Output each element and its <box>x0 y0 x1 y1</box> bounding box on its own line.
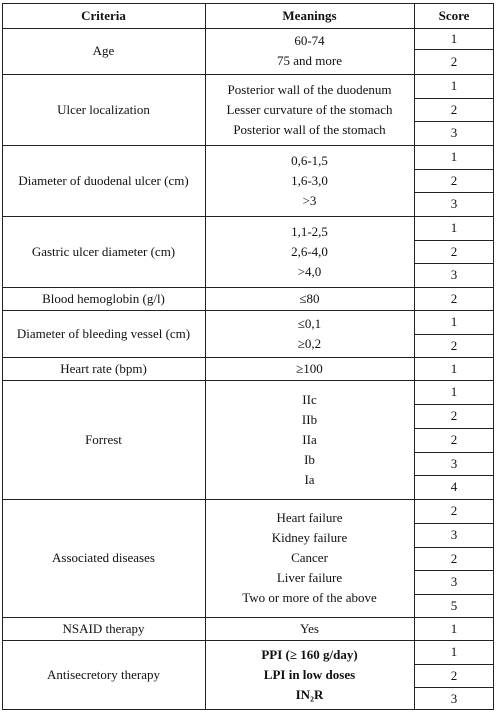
criteria-cell: Forrest <box>85 431 122 447</box>
row-divider <box>2 709 494 710</box>
column-divider <box>414 3 415 710</box>
criteria-cell: Age <box>92 43 115 58</box>
row-divider <box>2 28 494 29</box>
score-divider <box>414 523 494 524</box>
score-divider <box>414 263 494 264</box>
column-divider <box>2 3 3 710</box>
score-cell: 2 <box>450 408 458 423</box>
meanings-cell <box>205 216 414 287</box>
score-cell: 2 <box>450 243 458 259</box>
score-cell: 3 <box>450 574 458 589</box>
meaning-line: ≥100 <box>296 360 323 376</box>
meanings-cell <box>205 310 414 357</box>
meanings-cell <box>205 145 414 216</box>
column-divider <box>205 3 206 710</box>
score-cell: 3 <box>450 690 458 706</box>
score-cell: 2 <box>450 432 458 447</box>
score-cell: 4 <box>450 479 458 494</box>
meaning-line: Kidney failure <box>271 530 348 545</box>
score-divider <box>414 404 494 405</box>
score-divider <box>414 475 494 476</box>
row-divider <box>2 145 494 146</box>
score-divider <box>414 334 494 335</box>
row-divider <box>2 3 494 4</box>
criteria-cell: Gastric ulcer diameter (cm) <box>31 243 176 259</box>
meaning-line: Ia <box>304 471 315 487</box>
meaning-line: IIa <box>302 431 317 447</box>
score-cell: 1 <box>450 220 458 235</box>
score-cell: 2 <box>450 53 458 69</box>
score-cell: 5 <box>450 597 458 613</box>
row-divider <box>2 617 494 618</box>
score-divider <box>414 664 494 665</box>
score-divider <box>414 98 494 99</box>
criteria-cell: Heart rate (bpm) <box>60 360 147 376</box>
score-divider <box>414 452 494 453</box>
meanings-cell <box>205 287 414 310</box>
criteria-cell: Ulcer localization <box>57 101 150 117</box>
column-divider <box>493 3 494 710</box>
score-divider <box>414 240 494 241</box>
score-divider <box>414 594 494 595</box>
meaning-line: ≤80 <box>299 290 320 306</box>
criteria-cell: Diameter of bleeding vessel (cm) <box>16 325 191 341</box>
meanings-cell <box>205 74 414 145</box>
meaning-line: Posterior wall of the stomach <box>233 121 386 137</box>
score-cell: 1 <box>450 360 458 376</box>
row-divider <box>2 357 494 358</box>
score-cell: 3 <box>450 527 458 542</box>
meaning-line: IN₂R <box>295 687 324 702</box>
meaning-line: 60-74 <box>294 33 325 48</box>
criteria-cell: Diameter of duodenal ulcer (cm) <box>18 172 189 188</box>
meaning-line: Lesser curvature of the stomach <box>226 101 393 117</box>
row-divider <box>2 310 494 311</box>
scoring-table <box>2 3 494 710</box>
row-divider <box>2 74 494 75</box>
meaning-line: Two or more of the above <box>242 590 377 605</box>
meaning-line: Posterior wall of the duodenum <box>227 81 392 97</box>
meaning-line: >3 <box>302 192 317 208</box>
meaning-line: IIc <box>302 391 317 407</box>
score-cell: 2 <box>450 290 458 306</box>
meanings-cell <box>205 499 414 617</box>
score-divider <box>414 49 494 50</box>
criteria-cell: NSAID therapy <box>62 620 145 636</box>
score-cell: 2 <box>450 667 458 683</box>
meaning-line: Yes <box>300 620 319 636</box>
score-cell: 1 <box>450 620 458 636</box>
score-divider <box>414 570 494 571</box>
score-divider <box>414 121 494 122</box>
score-divider <box>414 547 494 548</box>
score-cell: 2 <box>450 550 458 566</box>
criteria-cell: Associated diseases <box>52 550 155 565</box>
row-divider <box>2 640 494 641</box>
score-divider <box>414 169 494 170</box>
score-cell: 3 <box>450 125 458 140</box>
meaning-line: 75 and more <box>277 53 342 68</box>
score-cell: 1 <box>450 78 458 93</box>
row-divider <box>2 499 494 500</box>
meanings-cell <box>205 357 414 380</box>
meaning-line: Liver failure <box>276 570 343 585</box>
score-cell: 2 <box>450 503 458 518</box>
row-divider <box>2 380 494 381</box>
criteria-cell: Antisecretory therapy <box>47 667 160 682</box>
score-divider <box>414 428 494 429</box>
row-divider <box>2 287 494 288</box>
score-cell: 3 <box>450 267 458 282</box>
score-cell: 1 <box>450 314 458 329</box>
score-cell: 1 <box>450 644 458 659</box>
header-score: Score <box>438 7 470 23</box>
meaning-line: ≤0,1 <box>297 315 322 331</box>
row-divider <box>2 216 494 217</box>
score-divider <box>414 192 494 193</box>
header-meanings: Meanings <box>282 7 337 23</box>
header-criteria: Criteria <box>81 7 126 23</box>
score-cell: 2 <box>450 172 458 188</box>
meaning-line: 0,6-1,5 <box>291 152 328 168</box>
criteria-cell: Blood hemoglobin (g/l) <box>42 290 165 306</box>
meaning-line: >4,0 <box>297 263 322 279</box>
meaning-line: IIb <box>301 411 318 427</box>
score-cell: 1 <box>450 384 458 399</box>
meanings-cell <box>205 28 414 74</box>
meaning-line: ≥0,2 <box>297 335 322 351</box>
meaning-line: 1,1-2,5 <box>291 223 328 239</box>
score-cell: 3 <box>450 455 458 471</box>
meanings-cell <box>205 380 414 499</box>
meaning-line: Heart failure <box>276 510 343 525</box>
meaning-line: 1,6-3,0 <box>291 172 328 188</box>
score-cell: 3 <box>450 196 458 211</box>
meaning-line: Ib <box>304 451 315 467</box>
score-cell: 1 <box>450 30 458 46</box>
meanings-cell <box>205 640 414 710</box>
score-divider <box>414 687 494 688</box>
meaning-line: LPI in low doses <box>263 667 356 682</box>
meaning-line: PPI (≥ 160 g/day) <box>261 647 358 662</box>
score-cell: 2 <box>450 337 458 353</box>
meaning-line: Cancer <box>291 550 328 565</box>
meanings-cell <box>205 617 414 640</box>
score-cell: 2 <box>450 101 458 117</box>
score-cell: 1 <box>450 149 458 164</box>
meaning-line: 2,6-4,0 <box>291 243 328 259</box>
